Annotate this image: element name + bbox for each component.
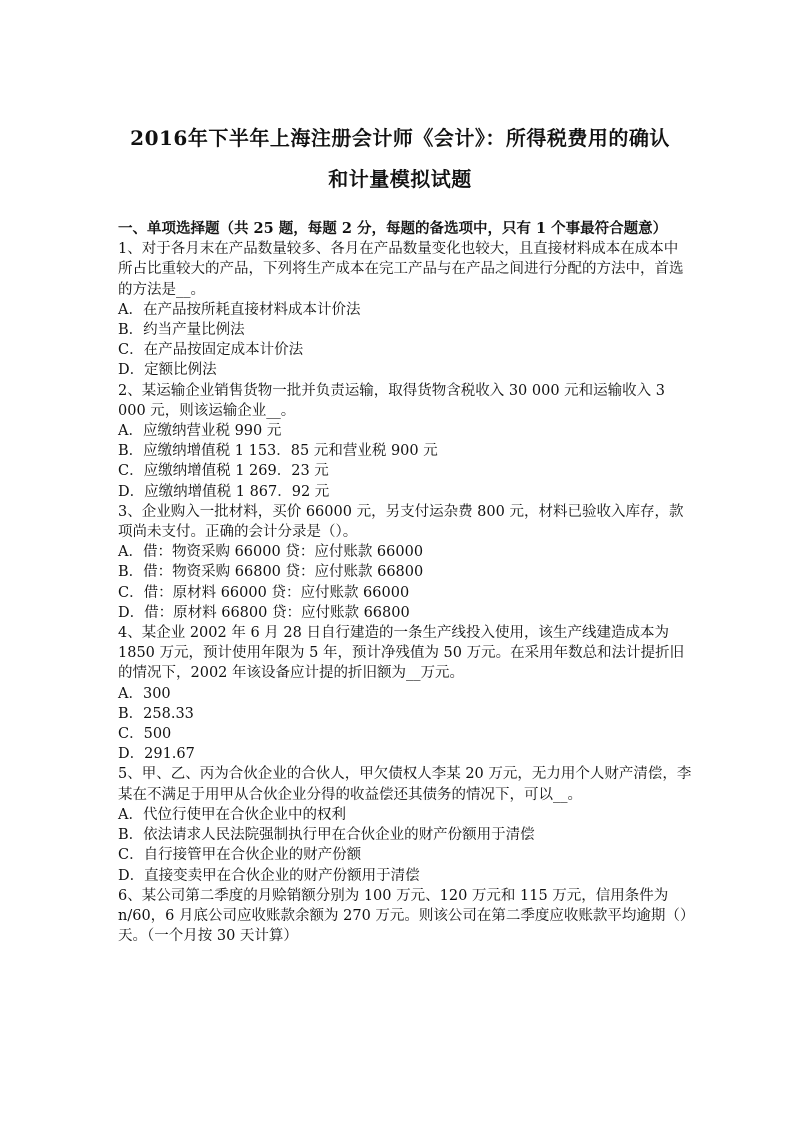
question-stem: 4、某企业 2002 年 6 月 28 日自行建造的一条生产线投入使用，该生产线建造成本为 1850 万元，预计使用年限为 5 年，预计净残值为 50 万元。在采用年数总和法计提折旧的情况下，2002 年该设备应计提的折旧额为__万元。 xyxy=(118,625,685,682)
option-b: B．约当产量比例法 xyxy=(118,322,245,339)
document-title-line-1: 2016年下半年上海注册会计师《会计》：所得税费用的确认 xyxy=(130,126,670,150)
section-heading: 一、单项选择题（共 25 题，每题 2 分，每题的备选项中，只有 1 个事最符合题意） xyxy=(118,220,668,237)
option-b: B．应缴纳增值税 1 153．85 元和营业税 900 元 xyxy=(118,443,438,460)
option-d: D．291.67 xyxy=(118,746,195,763)
option-c: C．借：原材料 66000 贷：应付账款 66000 xyxy=(118,584,410,601)
option-a: A．代位行使甲在合伙企业中的权利 xyxy=(118,806,346,823)
question-2 xyxy=(118,381,692,502)
option-a: A．300 xyxy=(118,685,171,702)
document-body xyxy=(118,219,692,946)
option-d: D．定额比例法 xyxy=(118,362,217,379)
question-stem: 3、企业购入一批材料，买价 66000 元，另支付运杂费 800 元，材料已验收入库存，款项尚未支付。正确的会计分录是（）。 xyxy=(118,503,684,541)
option-d: D．应缴纳增值税 1 867．92 元 xyxy=(118,483,330,500)
option-b: B．借：物资采购 66800 贷：应付账款 66800 xyxy=(118,564,424,581)
question-5 xyxy=(118,764,692,885)
option-a: A．应缴纳营业税 990 元 xyxy=(118,423,282,440)
question-stem: 6、某公司第二季度的月赊销额分别为 100 万元、120 万元和 115 万元，信用条件为 n/60，6 月底公司应收账款余额为 270 万元。则该公司在第二季度应收账款平均逾期（）天。（一个月按 30 天计算） xyxy=(118,887,688,945)
question-stem: 1、对于各月末在产品数量较多、各月在产品数量变化也较大，且直接材料成本在成本中所占比重较大的产品，下列将生产成本在完工产品与在产品之间进行分配的方法中，首选的方法是__。 xyxy=(118,241,684,298)
question-6 xyxy=(118,886,692,947)
option-a: A．借：物资采购 66000 贷：应付账款 66000 xyxy=(118,544,424,561)
option-c: C．应缴纳增值税 1 269．23 元 xyxy=(118,463,329,480)
option-b: B．258.33 xyxy=(118,705,194,722)
question-3 xyxy=(118,502,692,623)
option-c: C．在产品按固定成本计价法 xyxy=(118,342,304,359)
option-b: B．依法请求人民法院强制执行甲在合伙企业的财产份额用于清偿 xyxy=(118,827,535,844)
option-d: D．直接变卖甲在合伙企业的财产份额用于清偿 xyxy=(118,867,420,884)
document-title-line-2: 和计量模拟试题 xyxy=(328,167,472,191)
question-stem: 5、甲、乙、丙为合伙企业的合伙人，甲欠债权人李某 20 万元，无力用个人财产清偿，李某在不满足于用甲从合伙企业分得的收益偿还其债务的情况下，可以__。 xyxy=(118,766,692,803)
option-a: A．在产品按所耗直接材料成本计价法 xyxy=(118,301,361,318)
question-4 xyxy=(118,623,692,764)
question-1 xyxy=(118,239,692,380)
option-c: C．500 xyxy=(118,726,172,743)
question-stem: 2、某运输企业销售货物一批并负责运输，取得货物含税收入 30 000 元和运输收入 3 000 元，则该运输企业__。 xyxy=(118,382,666,419)
option-c: C．自行接管甲在合伙企业的财产份额 xyxy=(118,847,362,864)
option-d: D．借：原材料 66800 贷：应付账款 66800 xyxy=(118,604,410,621)
